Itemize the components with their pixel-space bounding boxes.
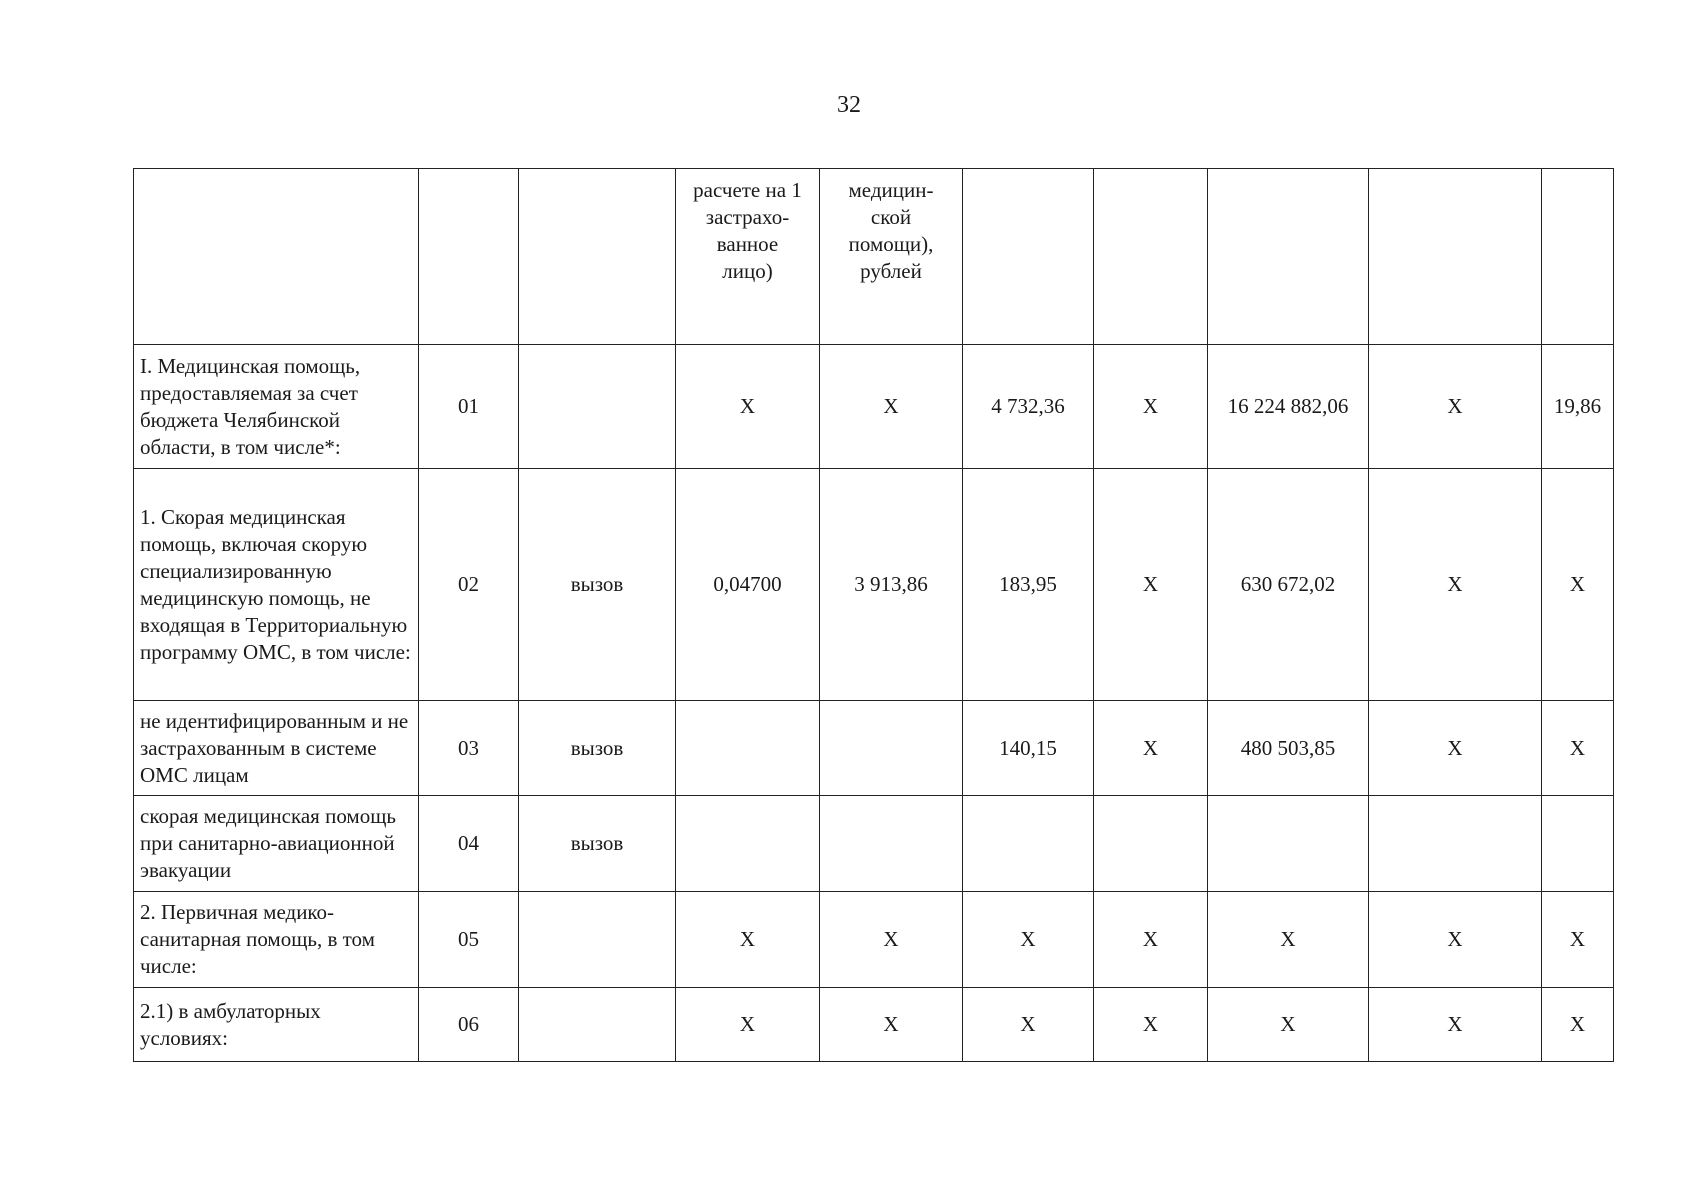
row-code: 02 xyxy=(419,469,519,701)
table-row xyxy=(134,701,1614,796)
row-percent: X xyxy=(1542,988,1614,1062)
header-cell-cost xyxy=(820,169,963,345)
row-code: 04 xyxy=(419,796,519,892)
row-total-budget: 16 224 882,06 xyxy=(1208,345,1369,469)
row-percent: X xyxy=(1542,892,1614,988)
row-total-budget: 630 672,02 xyxy=(1208,469,1369,701)
row-volume: 0,04700 xyxy=(676,469,820,701)
row-code: 01 xyxy=(419,345,519,469)
row-volume xyxy=(676,796,820,892)
header-volume-line: ванное xyxy=(716,232,779,256)
row-unit xyxy=(519,988,676,1062)
row-total-oms: X xyxy=(1369,892,1542,988)
table-row xyxy=(134,345,1614,469)
row-volume: X xyxy=(676,892,820,988)
table-header-row xyxy=(134,169,1614,345)
table-row xyxy=(134,796,1614,892)
row-cost: X xyxy=(820,345,963,469)
header-volume-line: лицо) xyxy=(722,259,773,283)
row-total-oms: X xyxy=(1369,988,1542,1062)
row-per-capita-budget: 4 732,36 xyxy=(963,345,1094,469)
header-cell-volume xyxy=(676,169,820,345)
header-cost-line: ской xyxy=(870,205,912,229)
row-percent: X xyxy=(1542,701,1614,796)
row-name: скорая медицинская помощь при санитарно-авиационной эвакуации xyxy=(134,796,419,892)
header-cell-per-capita-budget xyxy=(963,169,1094,345)
row-percent: X xyxy=(1542,469,1614,701)
row-name: 2.1) в амбулаторных условиях: xyxy=(134,988,419,1062)
row-name: 1. Скорая медицинская помощь, включая скорую специализированную медицинскую помощь, не входящая в Территориальную программу ОМС, в том числе: xyxy=(134,469,419,701)
row-code: 05 xyxy=(419,892,519,988)
row-unit: вызов xyxy=(519,469,676,701)
header-cell-name xyxy=(134,169,419,345)
row-unit xyxy=(519,892,676,988)
row-volume xyxy=(676,701,820,796)
row-per-capita-oms: X xyxy=(1094,469,1208,701)
row-code: 06 xyxy=(419,988,519,1062)
row-per-capita-oms xyxy=(1094,796,1208,892)
header-volume-line: застрахо- xyxy=(705,205,790,229)
row-cost: 3 913,86 xyxy=(820,469,963,701)
table-row xyxy=(134,988,1614,1062)
table-row xyxy=(134,892,1614,988)
row-percent xyxy=(1542,796,1614,892)
row-volume: X xyxy=(676,345,820,469)
row-per-capita-oms: X xyxy=(1094,701,1208,796)
row-cost xyxy=(820,701,963,796)
row-unit: вызов xyxy=(519,796,676,892)
row-code: 03 xyxy=(419,701,519,796)
row-total-budget xyxy=(1208,796,1369,892)
row-per-capita-oms: X xyxy=(1094,345,1208,469)
row-per-capita-budget: X xyxy=(963,988,1094,1062)
row-name: не идентифицированным и не застрахованным в системе ОМС лицам xyxy=(134,701,419,796)
row-total-budget: 480 503,85 xyxy=(1208,701,1369,796)
row-volume: X xyxy=(676,988,820,1062)
header-cost-line: медицин- xyxy=(848,178,934,202)
page-number: 32 xyxy=(837,92,861,118)
row-cost xyxy=(820,796,963,892)
row-percent: 19,86 xyxy=(1542,345,1614,469)
row-total-budget: X xyxy=(1208,988,1369,1062)
row-total-oms: X xyxy=(1369,345,1542,469)
row-unit xyxy=(519,345,676,469)
header-cell-total-oms xyxy=(1369,169,1542,345)
row-name: I. Медицинская помощь, предоставляемая за счет бюджета Челябинской области, в том числе*: xyxy=(134,345,419,469)
row-per-capita-oms: X xyxy=(1094,988,1208,1062)
row-cost: X xyxy=(820,988,963,1062)
table-row xyxy=(134,469,1614,701)
row-per-capita-oms: X xyxy=(1094,892,1208,988)
row-cost: X xyxy=(820,892,963,988)
program-cost-table xyxy=(133,168,1614,1062)
row-total-oms: X xyxy=(1369,701,1542,796)
row-per-capita-budget xyxy=(963,796,1094,892)
header-cost-line: рублей xyxy=(860,259,922,283)
row-name: 2. Первичная медико-санитарная помощь, в том числе: xyxy=(134,892,419,988)
row-per-capita-budget: 183,95 xyxy=(963,469,1094,701)
row-total-oms xyxy=(1369,796,1542,892)
row-total-oms: X xyxy=(1369,469,1542,701)
row-total-budget: X xyxy=(1208,892,1369,988)
header-cell-per-capita-oms xyxy=(1094,169,1208,345)
header-cell-unit xyxy=(519,169,676,345)
header-volume-line: расчете на 1 xyxy=(693,178,802,202)
header-cell-code xyxy=(419,169,519,345)
row-per-capita-budget: X xyxy=(963,892,1094,988)
header-cell-percent xyxy=(1542,169,1614,345)
header-cell-total-budget xyxy=(1208,169,1369,345)
row-unit: вызов xyxy=(519,701,676,796)
row-per-capita-budget: 140,15 xyxy=(963,701,1094,796)
header-cost-line: помощи), xyxy=(848,232,934,256)
